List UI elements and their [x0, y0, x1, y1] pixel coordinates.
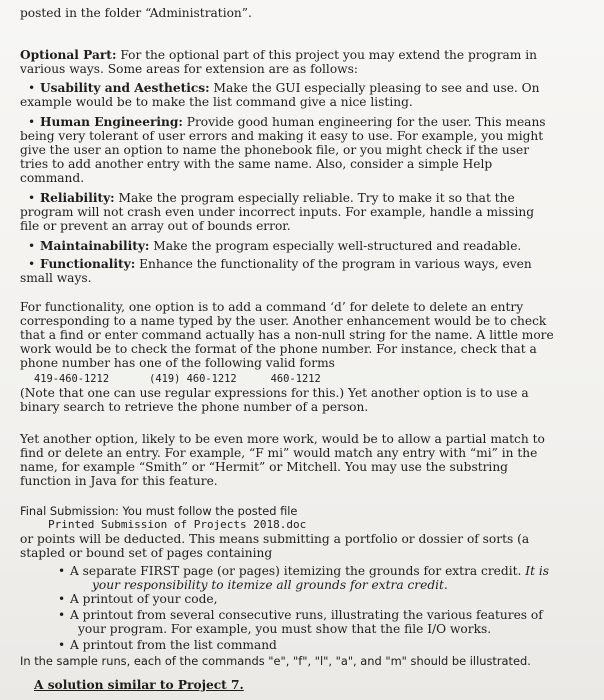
submission-heading: Final Submission: You must follow the posted file — [20, 504, 298, 518]
partial-match-l4: function in Java for this feature. — [20, 474, 218, 488]
bullet-dot: • — [28, 115, 36, 129]
submission-l3: stapled or bound set of pages containing — [20, 546, 273, 560]
bullet-dot: • — [58, 608, 66, 622]
optional-part-intro: Optional Part: For the optional part of this project you may extend the program in — [20, 48, 537, 62]
bullet-dot: • — [58, 638, 66, 652]
functionality-para-l2: corresponding to a name typed by the user. Another enhancement would be to check — [20, 314, 547, 328]
phone-form-3: 460-1212 — [270, 373, 321, 385]
optional-part-heading: Optional Part: — [20, 48, 117, 62]
bullet-dot: • — [28, 257, 36, 271]
submission-item-3-l2: your program. For example, you must show that the file I/O works. — [78, 622, 492, 636]
bullet-dot: • — [58, 564, 66, 578]
human-line3: give the user an option to name the phonebook file, or you might check if the user — [20, 143, 530, 157]
reliability-line2: program will not crash even under incorrect inputs. For example, handle a missing — [20, 205, 535, 219]
usability-line2: example would be to make the list command give a nice listing. — [20, 95, 413, 109]
submission-sample-runs: In the sample runs, each of the commands "e", "f", "l", "a", and "m" should be illustrated. — [20, 654, 531, 668]
bullet-maintainability: • Maintainability: Make the program especially well-structured and readable. — [28, 239, 522, 253]
phone-form-1: 419-460-1212 — [34, 373, 110, 385]
bullet-human-engineering: • Human Engineering: Provide good human engineering for the user. This means — [28, 115, 546, 129]
submission-item-4: • A printout from the list command — [58, 638, 277, 652]
reliability-line3: file or prevent an array out of bounds error. — [20, 219, 291, 233]
functionality-para-l4: work would be to check the format of the phone number. For instance, check that a — [20, 342, 537, 356]
intro-line: posted in the folder “Administration”. — [20, 6, 252, 20]
submission-doc: Printed Submission of Projects 2018.doc — [48, 518, 307, 531]
human-line5: command. — [20, 171, 85, 185]
bullet-usability: • Usability and Aesthetics: Make the GUI especially pleasing to see and use. On — [28, 81, 540, 95]
functionality-para-l1: For functionality, one option is to add a command ‘d’ for delete to delete an entry — [20, 300, 524, 314]
human-line4: tries to add another entry with the same name. Also, consider a simple Help — [20, 157, 493, 171]
submission-item-2: • A printout of your code, — [58, 592, 218, 606]
bullet-dot: • — [28, 191, 36, 205]
optional-intro-line2: various ways. Some areas for extension are as follows: — [20, 62, 358, 76]
bullet-dot: • — [28, 81, 36, 95]
phone-forms — [34, 372, 590, 386]
submission-last-line: A solution similar to Project 7. — [34, 678, 244, 692]
phone-form-2: (419) 460-1212 — [149, 373, 237, 385]
functionality-para-l5: phone number has one of the following valid forms — [20, 356, 335, 370]
submission-item-3: • A printout from several consecutive runs, illustrating the various features of — [58, 608, 543, 622]
functionality-line2: small ways. — [20, 271, 92, 285]
submission-item-1: • A separate FIRST page (or pages) itemizing the grounds for extra credit. It is — [58, 564, 549, 578]
human-line2: being very tolerant of user errors and making it easy to use. For example, you might — [20, 129, 544, 143]
bullet-dot: • — [28, 239, 36, 253]
partial-match-l2: find or delete an entry. For example, “F mi” would match any entry with “mi” in the — [20, 446, 538, 460]
partial-match-l3: name, for example “Smith” or “Hermit” or Mitchell. You may use the substring — [20, 460, 508, 474]
functionality-para-l3: that a find or enter command actually has a non-null string for the name. A little more — [20, 328, 554, 342]
submission-l2: or points will be deducted. This means submitting a portfolio or dossier of sorts (a — [20, 532, 530, 546]
bullet-dot: • — [58, 592, 66, 606]
functionality-para-l6: (Note that one can use regular expressions for this.) Yet another option is to use a — [20, 386, 529, 400]
bullet-functionality: • Functionality: Enhance the functionality of the program in various ways, even — [28, 257, 532, 271]
functionality-para-l7: binary search to retrieve the phone number of a person. — [20, 400, 369, 414]
bullet-reliability: • Reliability: Make the program especially reliable. Try to make it so that the — [28, 191, 515, 205]
partial-match-l1: Yet another option, likely to be even more work, would be to allow a partial match to — [20, 432, 545, 446]
submission-item-1-l2: your responsibility to itemize all grounds for extra credit. — [92, 578, 448, 592]
